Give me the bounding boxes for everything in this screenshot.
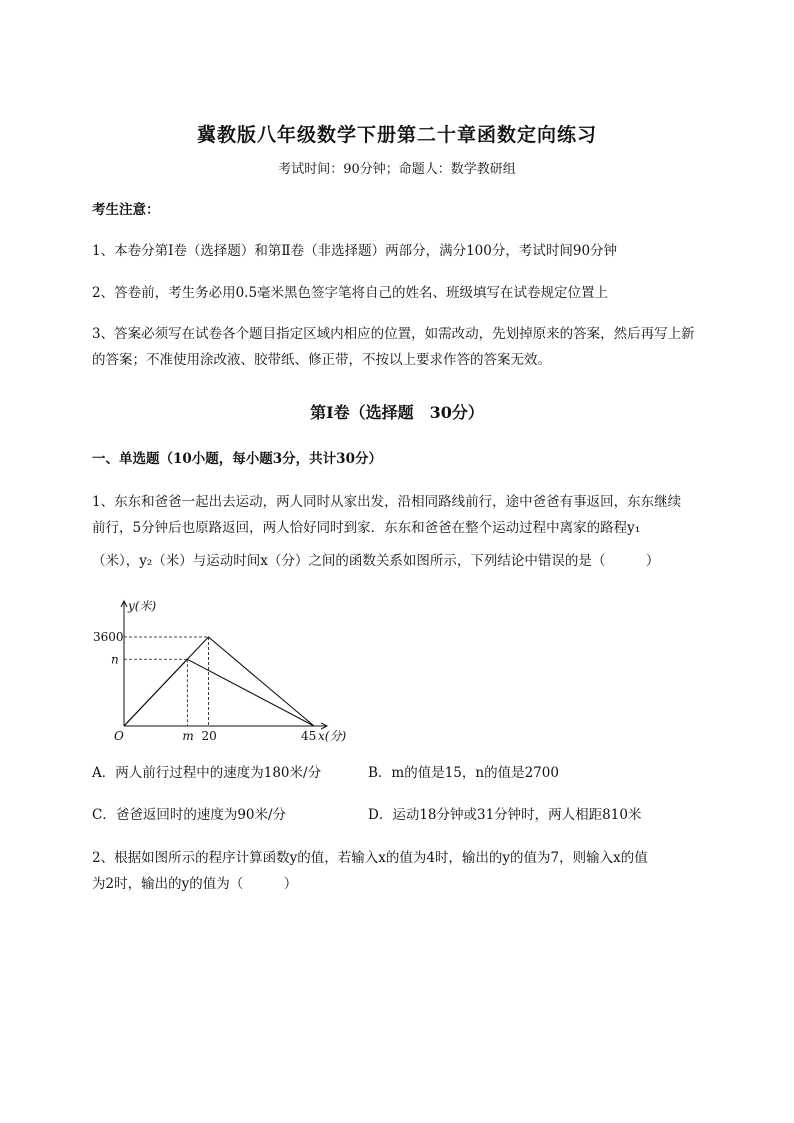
question-1-line-2: 前行，5分钟后也原路返回，两人恰好同时到家．东东和爸爸在整个运动过程中离家的路程y₁ [92, 520, 641, 536]
question-1-line-3: （米），y₂（米）与运动时间x（分）之间的函数关系如图所示，下列结论中错误的是（ ） [92, 553, 660, 569]
notice-item-3-cont: 的答案；不准使用涂改液、胶带纸、修正带，不按以上要求作答的答案无效。 [92, 352, 551, 368]
x-tick-20: 20 [201, 729, 217, 743]
function-graph [93, 595, 365, 745]
y-tick-3600: 3600 [93, 630, 124, 644]
page-title: 冀教版八年级数学下册第二十章函数定向练习 [196, 124, 597, 146]
option-d[interactable]: D．运动18分钟或31分钟时，两人相距810米 [368, 807, 642, 823]
exam-info: 考试时间：90分钟；命题人：数学教研组 [278, 162, 516, 177]
y-axis-label: y(米) [128, 599, 157, 613]
notice-heading: 考生注意： [92, 202, 160, 218]
question-2-line-2: 为2时，输出的y的值为（ ） [92, 876, 298, 892]
graph-lines [124, 637, 314, 726]
question-1-line-1: 1、东东和爸爸一起出去运动，两人同时从家出发，沿相同路线前行，途中爸爸有事返回，东东继续 [92, 494, 682, 510]
notice-item-2: 2、答卷前，考生务必用0.5毫米黑色签字笔将自己的姓名、班级填写在试卷规定位置上 [92, 285, 609, 301]
section-heading: 一、单选题（10小题，每小题3分，共计30分） [92, 451, 382, 467]
option-b[interactable]: B．m的值是15，n的值是2700 [368, 765, 559, 781]
x-tick-m: m [182, 729, 194, 743]
notice-item-1: 1、本卷分第Ⅰ卷（选择题）和第Ⅱ卷（非选择题）两部分，满分100分，考试时间90分钟 [92, 243, 618, 259]
notice-item-3: 3、答案必须写在试卷各个题目指定区域内相应的位置，如需改动，先划掉原来的答案，然后再写上新 [92, 326, 695, 342]
y-tick-n: n [111, 652, 119, 667]
option-a[interactable]: A．两人前行过程中的速度为180米/分 [92, 765, 322, 781]
series-line-2 [124, 659, 314, 726]
origin-label: O [114, 729, 124, 743]
part-title: 第Ⅰ卷（选择题 30分） [310, 403, 484, 422]
question-2-line-1: 2、根据如图所示的程序计算函数y的值，若输入x的值为4时，输出的y的值为7，则输入x的值 [92, 850, 648, 866]
option-c[interactable]: C．爸爸返回时的速度为90米/分 [92, 807, 287, 823]
x-tick-45: 45 [301, 729, 317, 743]
x-axis-label: x(分) [318, 729, 347, 743]
series-line-1 [124, 637, 314, 726]
